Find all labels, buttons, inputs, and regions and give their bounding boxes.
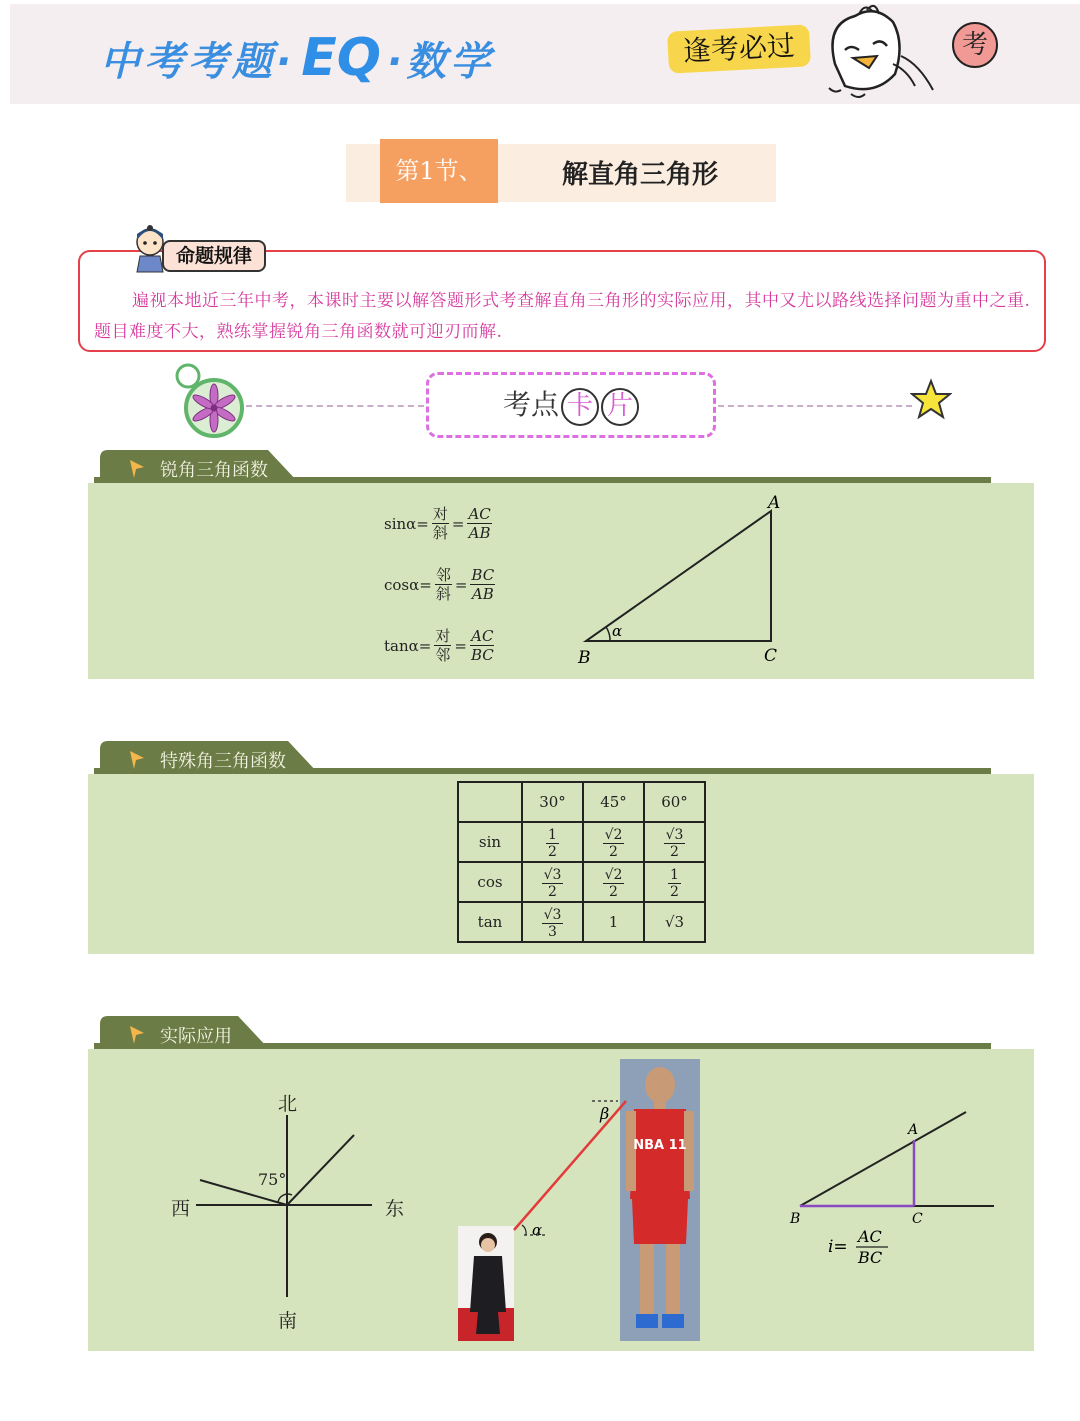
formula-tan: tanα= $\frac{\text{对}}{\text{邻}}$ = $\frac{AC}{BC}$ [384, 627, 494, 664]
section-title: 解直角三角形 [561, 160, 718, 190]
compass-west: 西 [171, 1198, 191, 1220]
table-cell-frac [546, 827, 559, 860]
formula-cos-lhs: cosα= [384, 575, 432, 594]
table-cell: √3 [644, 902, 705, 942]
frac-den: 2 [548, 883, 557, 900]
frac-den: 2 [609, 843, 618, 860]
table-cell-frac [664, 827, 686, 860]
panel-acute-trig [88, 483, 1034, 679]
brand-left-text: 中考考题· [100, 39, 296, 85]
frac-num: √3 [665, 826, 684, 843]
triangle-angle-alpha: α [612, 622, 623, 640]
formula-cos-d1: 斜 [435, 585, 451, 603]
compass-south: 南 [278, 1310, 298, 1332]
brand-title [100, 28, 494, 88]
frac-num: √2 [604, 826, 623, 843]
compass-north: 北 [278, 1093, 298, 1115]
brand-eq-logo: EQ [301, 28, 381, 88]
table-corner-cell [458, 782, 522, 822]
brand-right-text: ·数学 [386, 39, 495, 85]
frac-den: 2 [670, 843, 679, 860]
table-cell-frac [542, 907, 564, 940]
panel3-label: 实际应用 [160, 1026, 232, 1047]
rule-text: 遍视本地近三年中考，本课时主要以解答题形式考查解直角三角形的实际应用，其中又尤以路线选择问题为重中之重. 题目难度不大，熟练掌握锐角三角函数就可迎刃而解. [94, 291, 1031, 342]
table-cell: 1 [583, 902, 644, 942]
formula-tan-d1: 邻 [435, 646, 451, 664]
row-label: sin [458, 822, 522, 862]
kaodian-prefix: 考点 [502, 388, 559, 421]
elevation-line-diagram [500, 1085, 640, 1245]
duck-mascot-icon [815, 4, 945, 104]
formula-cos-n1: 邻 [435, 566, 451, 584]
kaodian-title [426, 383, 716, 426]
formula-sin-lhs: sinα= [384, 514, 429, 533]
table-row-cos [458, 862, 705, 902]
table-header-cell: 30° [522, 782, 583, 822]
formula-cos: cosα= $\frac{\text{邻}}{\text{斜}}$ = $\frac{BC}{AB}$ [384, 566, 495, 603]
frac-num: √3 [543, 906, 562, 923]
formula-sin-n1: 对 [432, 505, 448, 523]
kaodian-circle-ka: 卡 [561, 388, 599, 426]
triangle-label-c: C [764, 646, 778, 666]
angle-alpha: α [532, 1221, 543, 1239]
angle-beta: β [600, 1104, 610, 1123]
frac-den: 2 [548, 843, 557, 860]
jersey-text: NBA 11 [633, 1138, 687, 1153]
row-label: tan [458, 902, 522, 942]
table-cell-frac [603, 867, 625, 900]
compass-east: 东 [385, 1198, 405, 1220]
frac-den: 2 [609, 883, 618, 900]
right-triangle-diagram [570, 490, 800, 672]
formula-tan-lhs: tanα= [384, 636, 432, 655]
frac-num: √3 [543, 866, 562, 883]
table-cell-frac [603, 827, 625, 860]
kaodian-circle-pian: 片 [601, 388, 639, 426]
triangle-label-b: B [578, 648, 591, 668]
kaodian-left-line [246, 405, 424, 407]
table-header-row [458, 782, 705, 822]
frac-num: 1 [548, 826, 557, 843]
compass-diagram [170, 1085, 410, 1335]
slope-formula-num: AC [858, 1227, 882, 1246]
slope-label-a: A [908, 1122, 919, 1138]
flower-icon [170, 362, 246, 438]
table-row-sin [458, 822, 705, 862]
slope-label-b: B [790, 1211, 801, 1227]
slope-diagram [786, 1100, 1006, 1280]
table-cell-frac [542, 867, 564, 900]
formula-sin-d1: 斜 [432, 524, 448, 542]
rule-tag: 命题规律 [162, 240, 266, 272]
formula-cos-d2: AB [471, 585, 494, 603]
formula-tan-n2: AC [471, 627, 494, 645]
triangle-label-a: A [768, 493, 781, 513]
formula-tan-n1: 对 [435, 627, 451, 645]
panel1-label: 锐角三角函数 [160, 460, 268, 481]
table-header-cell: 60° [644, 782, 705, 822]
frac-den: 2 [670, 883, 679, 900]
star-icon [910, 378, 952, 420]
formula-sin: sinα= $\frac{\text{对}}{\text{斜}}$ = $\frac{AC}{AB}$ [384, 505, 491, 542]
frac-num: 1 [670, 866, 679, 883]
compass-angle: 75° [258, 1170, 287, 1189]
row-label: cos [458, 862, 522, 902]
slogan-badge: 逢考必过 [667, 24, 811, 73]
formula-cos-n2: BC [471, 566, 495, 584]
formula-tan-d2: BC [470, 646, 494, 664]
table-header-cell: 45° [583, 782, 644, 822]
formula-sin-n2: AC [468, 505, 491, 523]
panel2-label: 特殊角三角函数 [160, 751, 286, 772]
table-cell-frac [668, 867, 681, 900]
frac-den: 3 [548, 923, 557, 940]
slope-label-c: C [912, 1211, 923, 1227]
frac-num: √2 [604, 866, 623, 883]
special-angle-table [457, 781, 706, 943]
section-number: 第1节、 [380, 139, 498, 203]
slope-formula-lhs: i= [828, 1237, 848, 1257]
kaodian-right-line [718, 405, 912, 407]
table-row-tan [458, 902, 705, 942]
formula-sin-d2: AB [468, 524, 491, 542]
slope-formula-den: BC [858, 1248, 883, 1267]
exam-badge: 考 [952, 22, 998, 68]
